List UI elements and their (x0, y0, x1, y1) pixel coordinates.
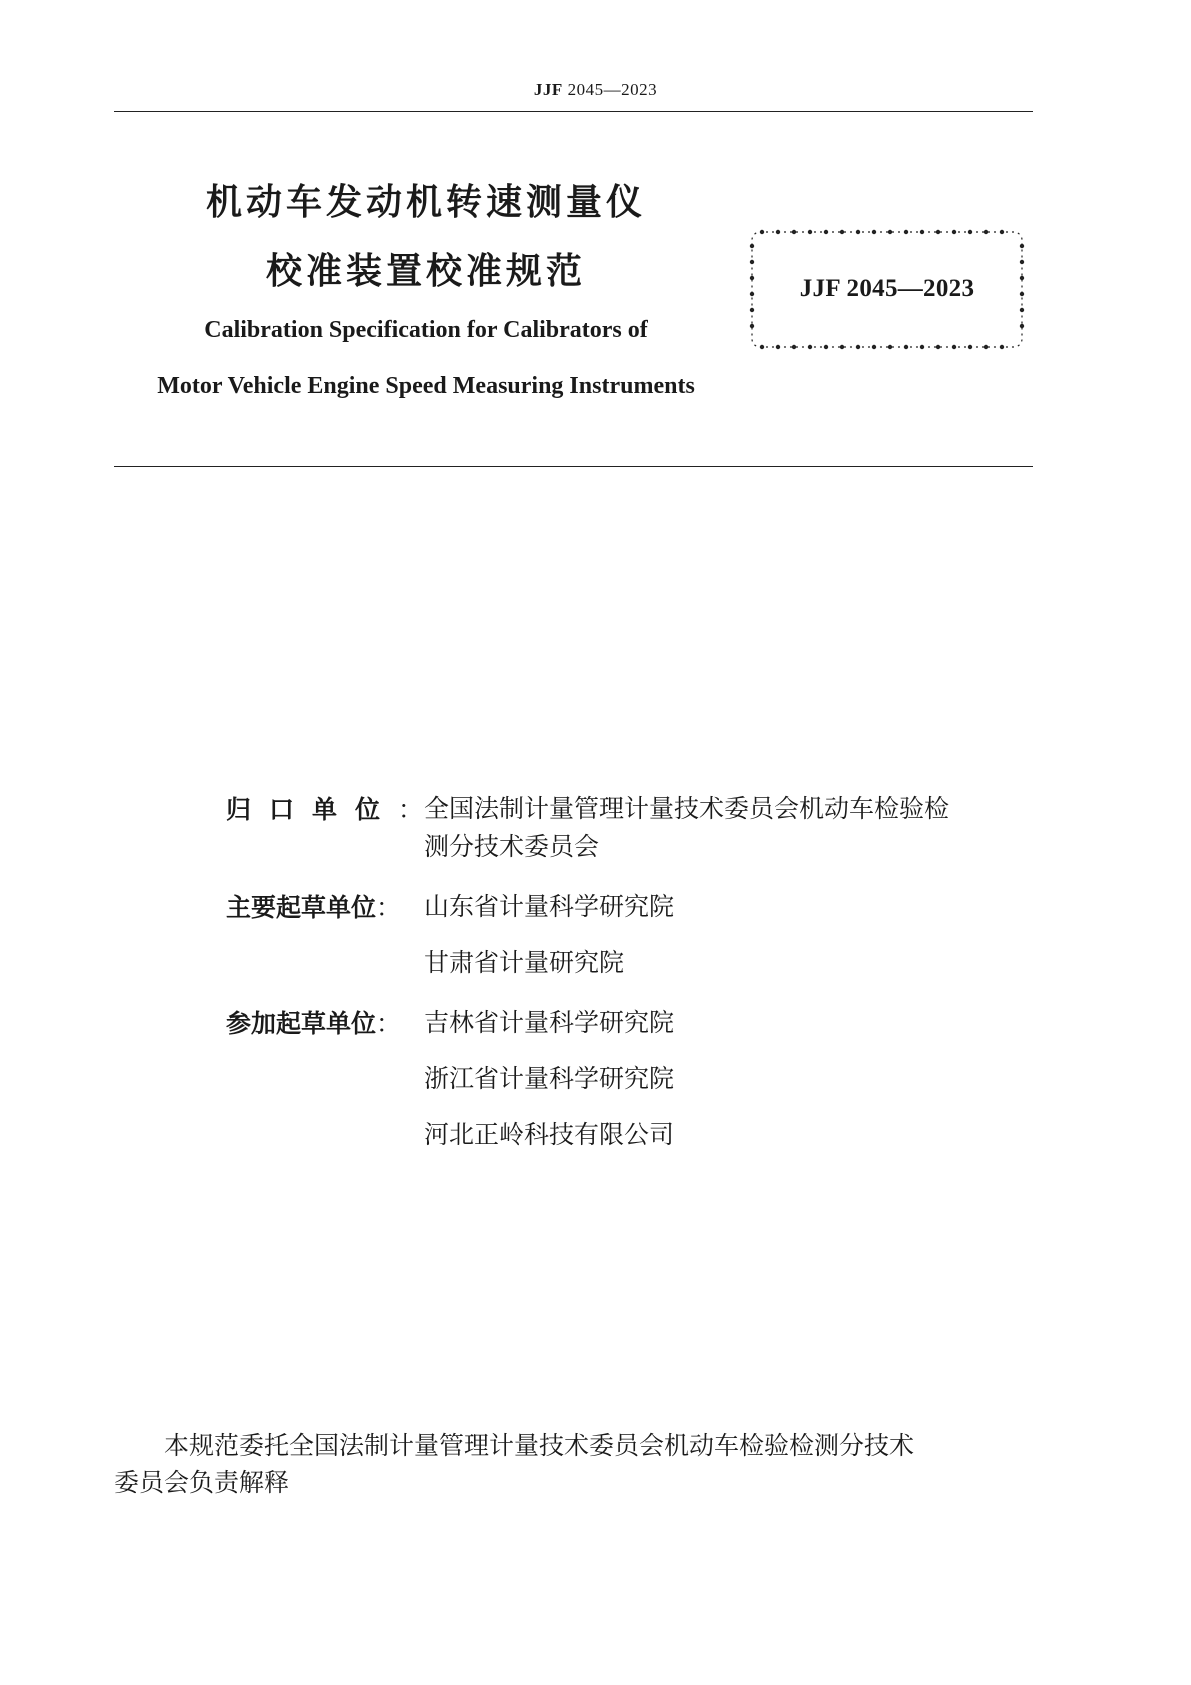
participating-item: 河北正岭科技有限公司 (424, 1120, 675, 1149)
border-dot (1020, 244, 1024, 248)
border-dot (936, 230, 940, 234)
main-drafting-row (226, 888, 1036, 982)
drafting-units (226, 790, 1036, 1176)
title-en-line2: Motor Vehicle Engine Speed Measuring Instruments (157, 373, 695, 399)
top-divider (114, 111, 1033, 112)
standard-code-box (748, 228, 1026, 351)
note-line1: 本规范委托全国法制计量管理计量技术委员会机动车检验检测分技术 (164, 1431, 915, 1460)
border-dot (904, 230, 908, 234)
participating-label-text: 参加起草单位 (226, 1009, 377, 1038)
border-dot (872, 345, 876, 349)
border-dot (760, 345, 764, 349)
title-en-line1: Calibration Specification for Calibrators of (204, 317, 648, 343)
border-dot (808, 345, 812, 349)
border-dot (936, 345, 940, 349)
title-cn-line2: 校准装置校准规范 (265, 251, 586, 292)
main-drafting-item: 甘肃省计量研究院 (424, 948, 625, 977)
participating-values (424, 1004, 1036, 1154)
border-dot (1000, 230, 1004, 234)
border-dot (824, 345, 828, 349)
participating-item: 浙江省计量科学研究院 (424, 1064, 675, 1093)
border-dot (750, 260, 754, 264)
participating-item: 吉林省计量科学研究院 (424, 1008, 675, 1037)
responsible-label-text: 归口单位 (226, 795, 399, 824)
border-dot (888, 345, 892, 349)
border-dot (1020, 308, 1024, 312)
border-dot (750, 324, 754, 328)
border-dot (984, 230, 988, 234)
running-head (0, 80, 1191, 100)
main-drafting-item: 山东省计量科学研究院 (424, 892, 675, 921)
border-dot (1020, 324, 1024, 328)
border-dot (888, 230, 892, 234)
responsible-unit-row (226, 790, 1036, 866)
responsible-label-colon: ： (398, 795, 424, 824)
border-dot (824, 230, 828, 234)
border-dot (904, 345, 908, 349)
standard-code: JJF 2045—2023 (799, 275, 975, 302)
border-dot (856, 230, 860, 234)
border-dot (1020, 260, 1024, 264)
border-dot (792, 230, 796, 234)
running-head-number: 2045—2023 (567, 80, 658, 99)
responsible-unit-line2: 测分技术委员会 (424, 832, 600, 861)
border-dot (872, 230, 876, 234)
main-drafting-label-colon: ： (376, 893, 402, 922)
border-dot (840, 345, 844, 349)
title-cn-line1: 机动车发动机转速测量仪 (205, 182, 646, 223)
main-drafting-label (226, 888, 424, 982)
border-dot (920, 230, 924, 234)
participating-row (226, 1004, 1036, 1154)
border-dot (792, 345, 796, 349)
border-dot (776, 345, 780, 349)
border-dot (1000, 345, 1004, 349)
border-dot (968, 230, 972, 234)
responsible-unit-line1: 全国法制计量管理计量技术委员会机动车检验检 (424, 794, 950, 823)
responsible-unit-label (226, 790, 424, 866)
participating-label-colon: ： (376, 1009, 402, 1038)
middle-divider (114, 466, 1033, 467)
border-dot (840, 230, 844, 234)
border-dot (952, 345, 956, 349)
border-dot (952, 230, 956, 234)
border-dot (856, 345, 860, 349)
main-drafting-values (424, 888, 1036, 982)
note-line2: 委员会负责解释 (114, 1468, 290, 1497)
running-head-prefix: JJF (533, 80, 563, 99)
border-dot (750, 308, 754, 312)
border-dot (984, 345, 988, 349)
border-dot (920, 345, 924, 349)
border-dot (776, 230, 780, 234)
border-dot (760, 230, 764, 234)
border-dot (750, 244, 754, 248)
border-dot (968, 345, 972, 349)
border-dot (808, 230, 812, 234)
responsible-unit-value (424, 790, 1036, 866)
interpretation-note (114, 1427, 1034, 1501)
participating-label (226, 1004, 424, 1154)
main-drafting-label-text: 主要起草单位 (226, 893, 377, 922)
